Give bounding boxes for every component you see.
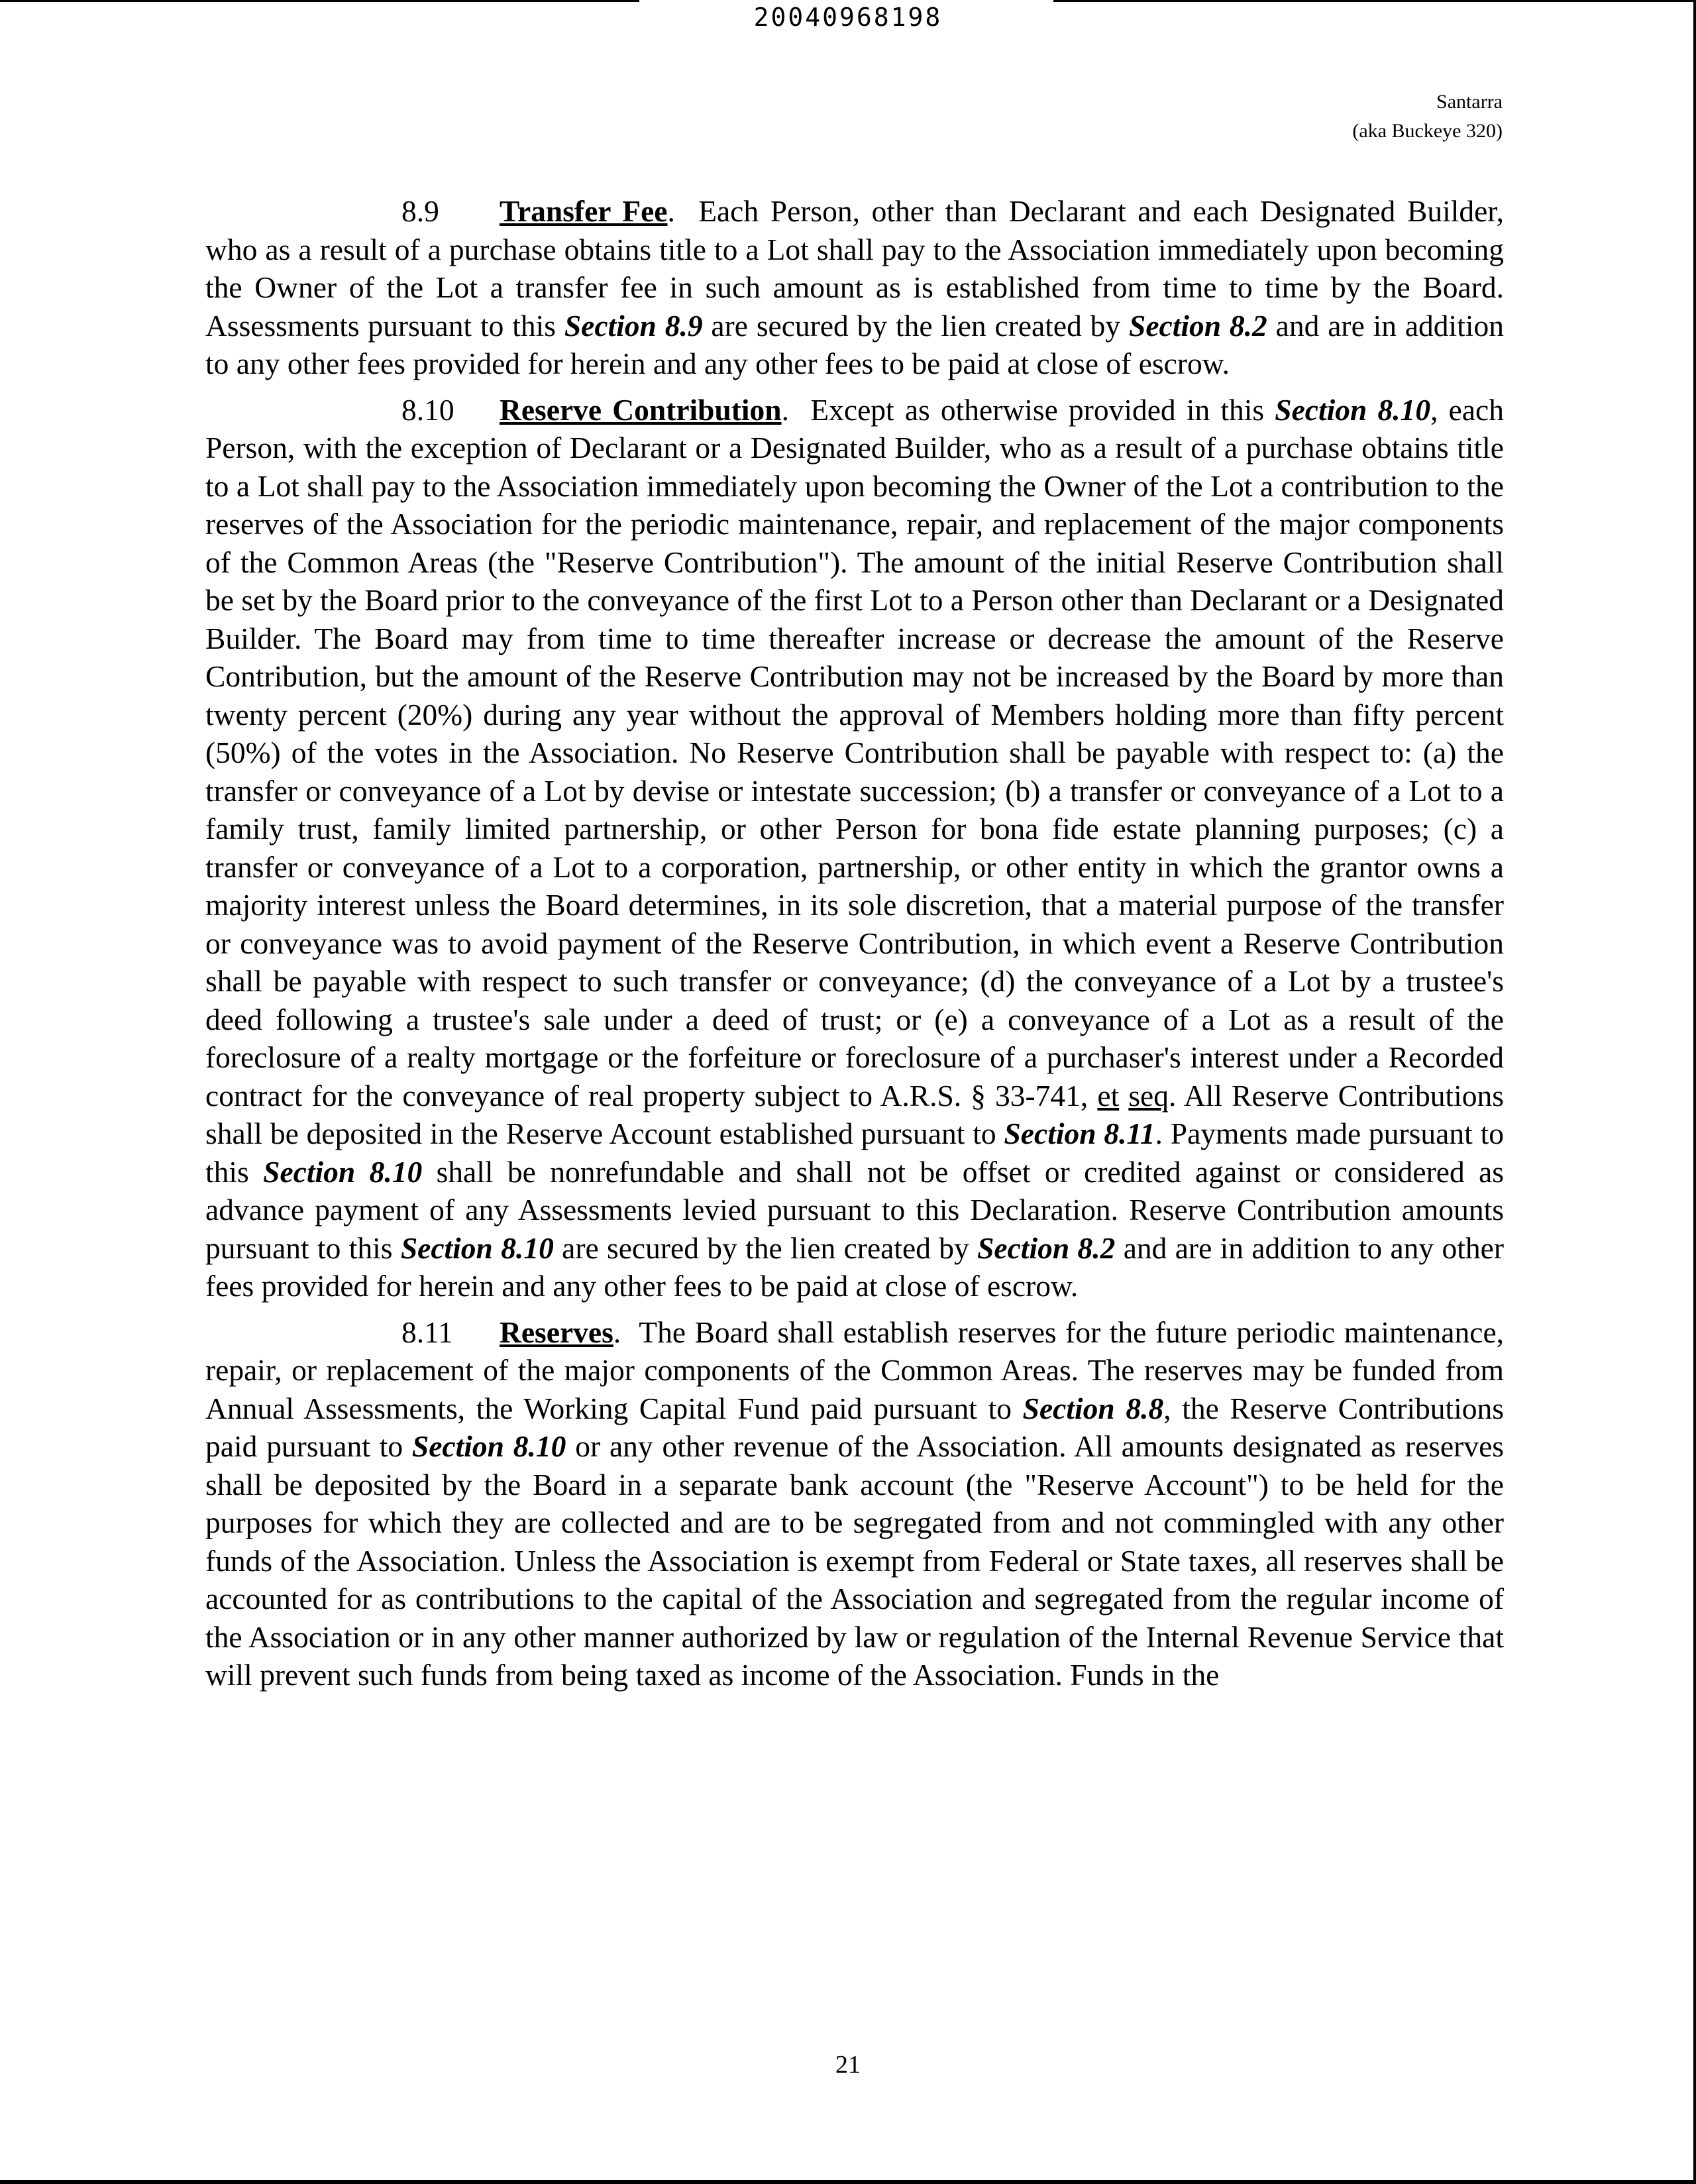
header-project-alias: (aka Buckeye 320) [1352, 120, 1503, 142]
section-number: 8.11 [401, 1315, 453, 1349]
section-text: , the Reserve Contributions paid pursuant to [205, 1391, 1504, 1463]
section-reference: Section 8.10 [1275, 392, 1431, 427]
section-reference: Section 8.10 [263, 1154, 423, 1189]
page-border-bottom [0, 2180, 1696, 2184]
section-text: . All Reserve Contributions shall be deposited in the Reserve Account established pursuant to [205, 1078, 1504, 1150]
section-text: are secured by the lien created by [702, 308, 1130, 343]
section-reference: Section 8.9 [564, 308, 703, 343]
section-8-9: 8.9 Transfer Fee. Each Person, other than Declarant and each Designated Builder, who as a result of a purchase obtains title to a Lot shall pay to the Association immediately upon becoming the Owner of the Lot a transfer fee in such amount as is established from time to time by the Board. Assessments pursuant to this Section 8.9 are secured by the lien created by Section 8.2 and are in addition to any other fees provided for herein and any other fees to be paid at close of escrow. [205, 192, 1504, 383]
latin-abbreviation: et [1097, 1078, 1120, 1113]
section-text: . Payments made pursuant to this [205, 1117, 1504, 1189]
section-number: 8.10 [401, 392, 454, 427]
section-text: shall be nonrefundable and shall not be offset or credited against or considered as advance payment of any Assessments levied pursuant to this Declaration. Reserve Contribution amounts pursuant to this [205, 1154, 1504, 1265]
section-reference: Section 8.2 [1129, 308, 1267, 343]
page-border-top-left [0, 0, 639, 2]
section-text: Each Person, other than Declarant and each Designated Builder, who as a result of a purchase obtains title to a Lot shall pay to the Association immediately upon becoming the Owner of the Lot a transfer fee in such amount as is established from time to time by the Board. Assessments pursuant to this [205, 194, 1504, 343]
section-8-11: 8.11 Reserves. The Board shall establish reserves for the future periodic maintenance, repair, or replacement of the major components of the Common Areas. The reserves may be funded from Annual Assessments, the Working Capital Fund paid pursuant to Section 8.8, the Reserve Contributions paid pursuant to Section 8.10 or any other revenue of the Association. All amounts designated as reserves shall be deposited by the Board in a separate bank account (the "Reserve Account") to be held for the purposes for which they are collected and are to be segregated from and not commingled with any other funds of the Association. Unless the Association is exempt from Federal or State taxes, all reserves shall be accounted for as contributions to the capital of the Association and segregated from the regular income of the Association or in any other manner authorized by law or regulation of the Internal Revenue Service that will prevent such funds from being taxed as income of the Association. Funds in the [205, 1313, 1504, 1694]
section-heading: Reserve Contribution [500, 392, 782, 427]
section-reference: Section 8.10 [411, 1429, 566, 1463]
running-header [1352, 87, 1503, 146]
section-heading: Transfer Fee [500, 194, 668, 228]
header-project-name: Santarra [1436, 91, 1503, 113]
section-text: and are in addition to any other fees provided for herein and any other fees to be paid at close of escrow. [205, 308, 1504, 380]
section-text: or any other revenue of the Association. All amounts designated as reserves shall be deposited by the Board in a separate bank account (the "Reserve Account") to be held for the purposes for which they are collected and are to be segregated from and not commingled with any other funds of the Association. Unless the Association is exempt from Federal or State taxes, all reserves shall be accounted for as contributions to the capital of the Association and segregated from the regular income of the Association or in any other manner authorized by law or regulation of the Internal Revenue Service that will prevent such funds from being taxed as income of the Association. Funds in the [205, 1429, 1504, 1692]
section-text: Except as otherwise provided in this [810, 392, 1275, 427]
section-8-10: 8.10 Reserve Contribution. Except as otherwise provided in this Section 8.10, each Person, with the exception of Declarant or a Designated Builder, who as a result of a purchase obtains title to a Lot shall pay to the Association immediately upon becoming the Owner of the Lot a contribution to the reserves of the Association for the periodic maintenance, repair, and replacement of the major components of the Common Areas (the "Reserve Contribution"). The amount of the initial Reserve Contribution shall be set by the Board prior to the conveyance of the first Lot to a Person other than Declarant or a Designated Builder. The Board may from time to time thereafter increase or decrease the amount of the Reserve Contribution, but the amount of the Reserve Contribution may not be increased by the Board by more than twenty percent (20%) during any year without the approval of Members holding more than fifty percent (50%) of the votes in the Association. No Reserve Contribution shall be payable with respect to: (a) the transfer or conveyance of a Lot by devise or intestate succession; (b) a transfer or conveyance of a Lot to a family trust, family limited partnership, or other Person for bona fide estate planning purposes; (c) a transfer or conveyance of a Lot to a corporation, partnership, or other entity in which the grantor owns a majority interest unless the Board determines, in its sole discretion, that a material purpose of the transfer or conveyance was to avoid payment of the Reserve Contribution, in which event a Reserve Contribution shall be payable with respect to such transfer or conveyance; (d) the conveyance of a Lot by a trustee's deed following a trustee's sale under a deed of trust; or (e) a conveyance of a Lot as a result of the foreclosure of a realty mortgage or the forfeiture or foreclosure of a purchaser's interest under a Recorded contract for the conveyance of real property subject to A.R.S. § 33-741, et seq. All Reserve Contributions shall be deposited in the Reserve Account established pursuant to Section 8.11. Payments made pursuant to this Section 8.10 shall be nonrefundable and shall not be offset or credited against or considered as advance payment of any Assessments levied pursuant to this Declaration. Reserve Contribution amounts pursuant to this Section 8.10 are secured by the lien created by Section 8.2 and are in addition to any other fees provided for herein and any other fees to be paid at close of escrow. [205, 391, 1504, 1305]
latin-abbreviation: seq [1128, 1078, 1169, 1113]
section-text: The Board shall establish reserves for the future periodic maintenance, repair, or replacement of the major components of the Common Areas. The reserves may be funded from Annual Assessments, the Working Capital Fund paid pursuant to [205, 1315, 1505, 1425]
section-text: and are in addition to any other fees provided for herein and any other fees to be paid at close of escrow. [205, 1230, 1505, 1303]
section-text: are secured by the lien created by [553, 1230, 978, 1265]
section-heading: Reserves [500, 1315, 613, 1349]
page-number: 21 [835, 2051, 861, 2079]
page-border-top-right [1053, 0, 1696, 2]
section-reference: Section 8.2 [977, 1230, 1116, 1265]
document-number: 20040968198 [753, 3, 943, 32]
section-reference: Section 8.8 [1022, 1391, 1164, 1425]
document-body [205, 192, 1504, 1702]
section-reference: Section 8.11 [1004, 1117, 1155, 1150]
section-reference: Section 8.10 [400, 1230, 554, 1265]
section-text: , each Person, with the exception of Declarant or a Designated Builder, who as a result of a purchase obtains title to a Lot shall pay to the Association immediately upon becoming the Owner of the Lot a contribution to the reserves of the Association for the periodic maintenance, repair, and replacement of the major components of the Common Areas (the "Reserve Contribution"). The amount of the initial Reserve Contribution shall be set by the Board prior to the conveyance of the first Lot to a Person other than Declarant or a Designated Builder. The Board may from time to time thereafter increase or decrease the amount of the Reserve Contribution, but the amount of the Reserve Contribution may not be increased by the Board by more than twenty percent (20%) during any year without the approval of Members holding more than fifty percent (50%) of the votes in the Association. No Reserve Contribution shall be payable with respect to: (a) the transfer or conveyance of a Lot by devise or intestate succession; (b) a transfer or conveyance of a Lot to a family trust, family limited partnership, or other Person for bona fide estate planning purposes; (c) a transfer or conveyance of a Lot to a corporation, partnership, or other entity in which the grantor owns a majority interest unless the Board determines, in its sole discretion, that a material purpose of the transfer or conveyance was to avoid payment of the Reserve Contribution, in which event a Reserve Contribution shall be payable with respect to such transfer or conveyance; (d) the conveyance of a Lot by a trustee's deed following a trustee's sale under a deed of trust; or (e) a conveyance of a Lot as a result of the foreclosure of a realty mortgage or the forfeiture or foreclosure of a purchaser's interest under a Recorded contract for the conveyance of real property subject to A.R.S. § 33-741, [205, 392, 1504, 1113]
page-border-right [1693, 0, 1696, 2184]
section-text [1119, 1079, 1128, 1113]
section-number: 8.9 [401, 194, 439, 228]
